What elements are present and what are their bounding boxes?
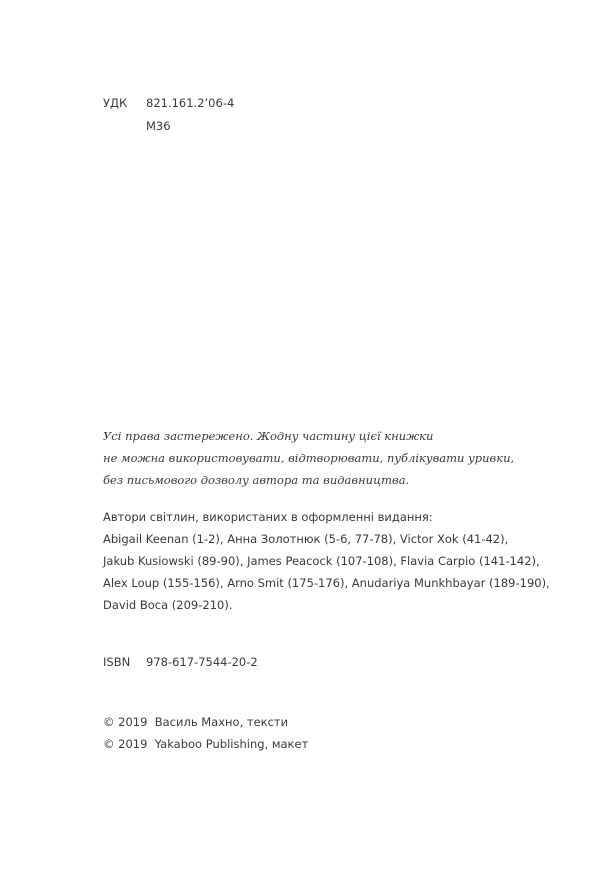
rights-line: без письмового дозволу автора та видавництва.	[103, 473, 410, 487]
credits-line: Abigail Keenan (1-2), Анна Золотнюк (5-6, 77-78), Victor Xok (41-42),	[103, 532, 509, 546]
copyright-line: © 2019 Yakaboo Publishing, макет	[103, 737, 309, 751]
udk-label: УДК	[103, 96, 128, 110]
rights-line: не можна використовувати, відтворювати, публікувати уривки,	[103, 451, 515, 465]
credits-line: David Boca (209-210).	[103, 598, 233, 612]
isbn-block	[103, 651, 258, 674]
credits-line: Автори світлин, використаних в оформленні видання:	[103, 510, 433, 524]
photo-credits	[103, 506, 550, 616]
rights-line: Усі права застережено. Жодну частину цієї книжки	[103, 429, 434, 443]
credits-line: Jakub Kusiowski (89-90), James Peacock (107-108), Flavia Carpio (141-142),	[103, 554, 540, 568]
bbk-code: М36	[146, 119, 171, 133]
credits-line: Alex Loup (155-156), Arno Smit (175-176), Anudariya Munkhbayar (189-190),	[103, 576, 550, 590]
isbn-label: ISBN	[103, 655, 131, 669]
udk-block	[103, 92, 234, 138]
copyright-line: © 2019 Василь Махно, тексти	[103, 715, 289, 729]
copyright-block	[103, 711, 308, 755]
isbn-value: 978-617-7544-20-2	[146, 655, 258, 669]
udk-code: 821.161.2’06-4	[146, 96, 235, 110]
rights-notice	[103, 425, 514, 491]
